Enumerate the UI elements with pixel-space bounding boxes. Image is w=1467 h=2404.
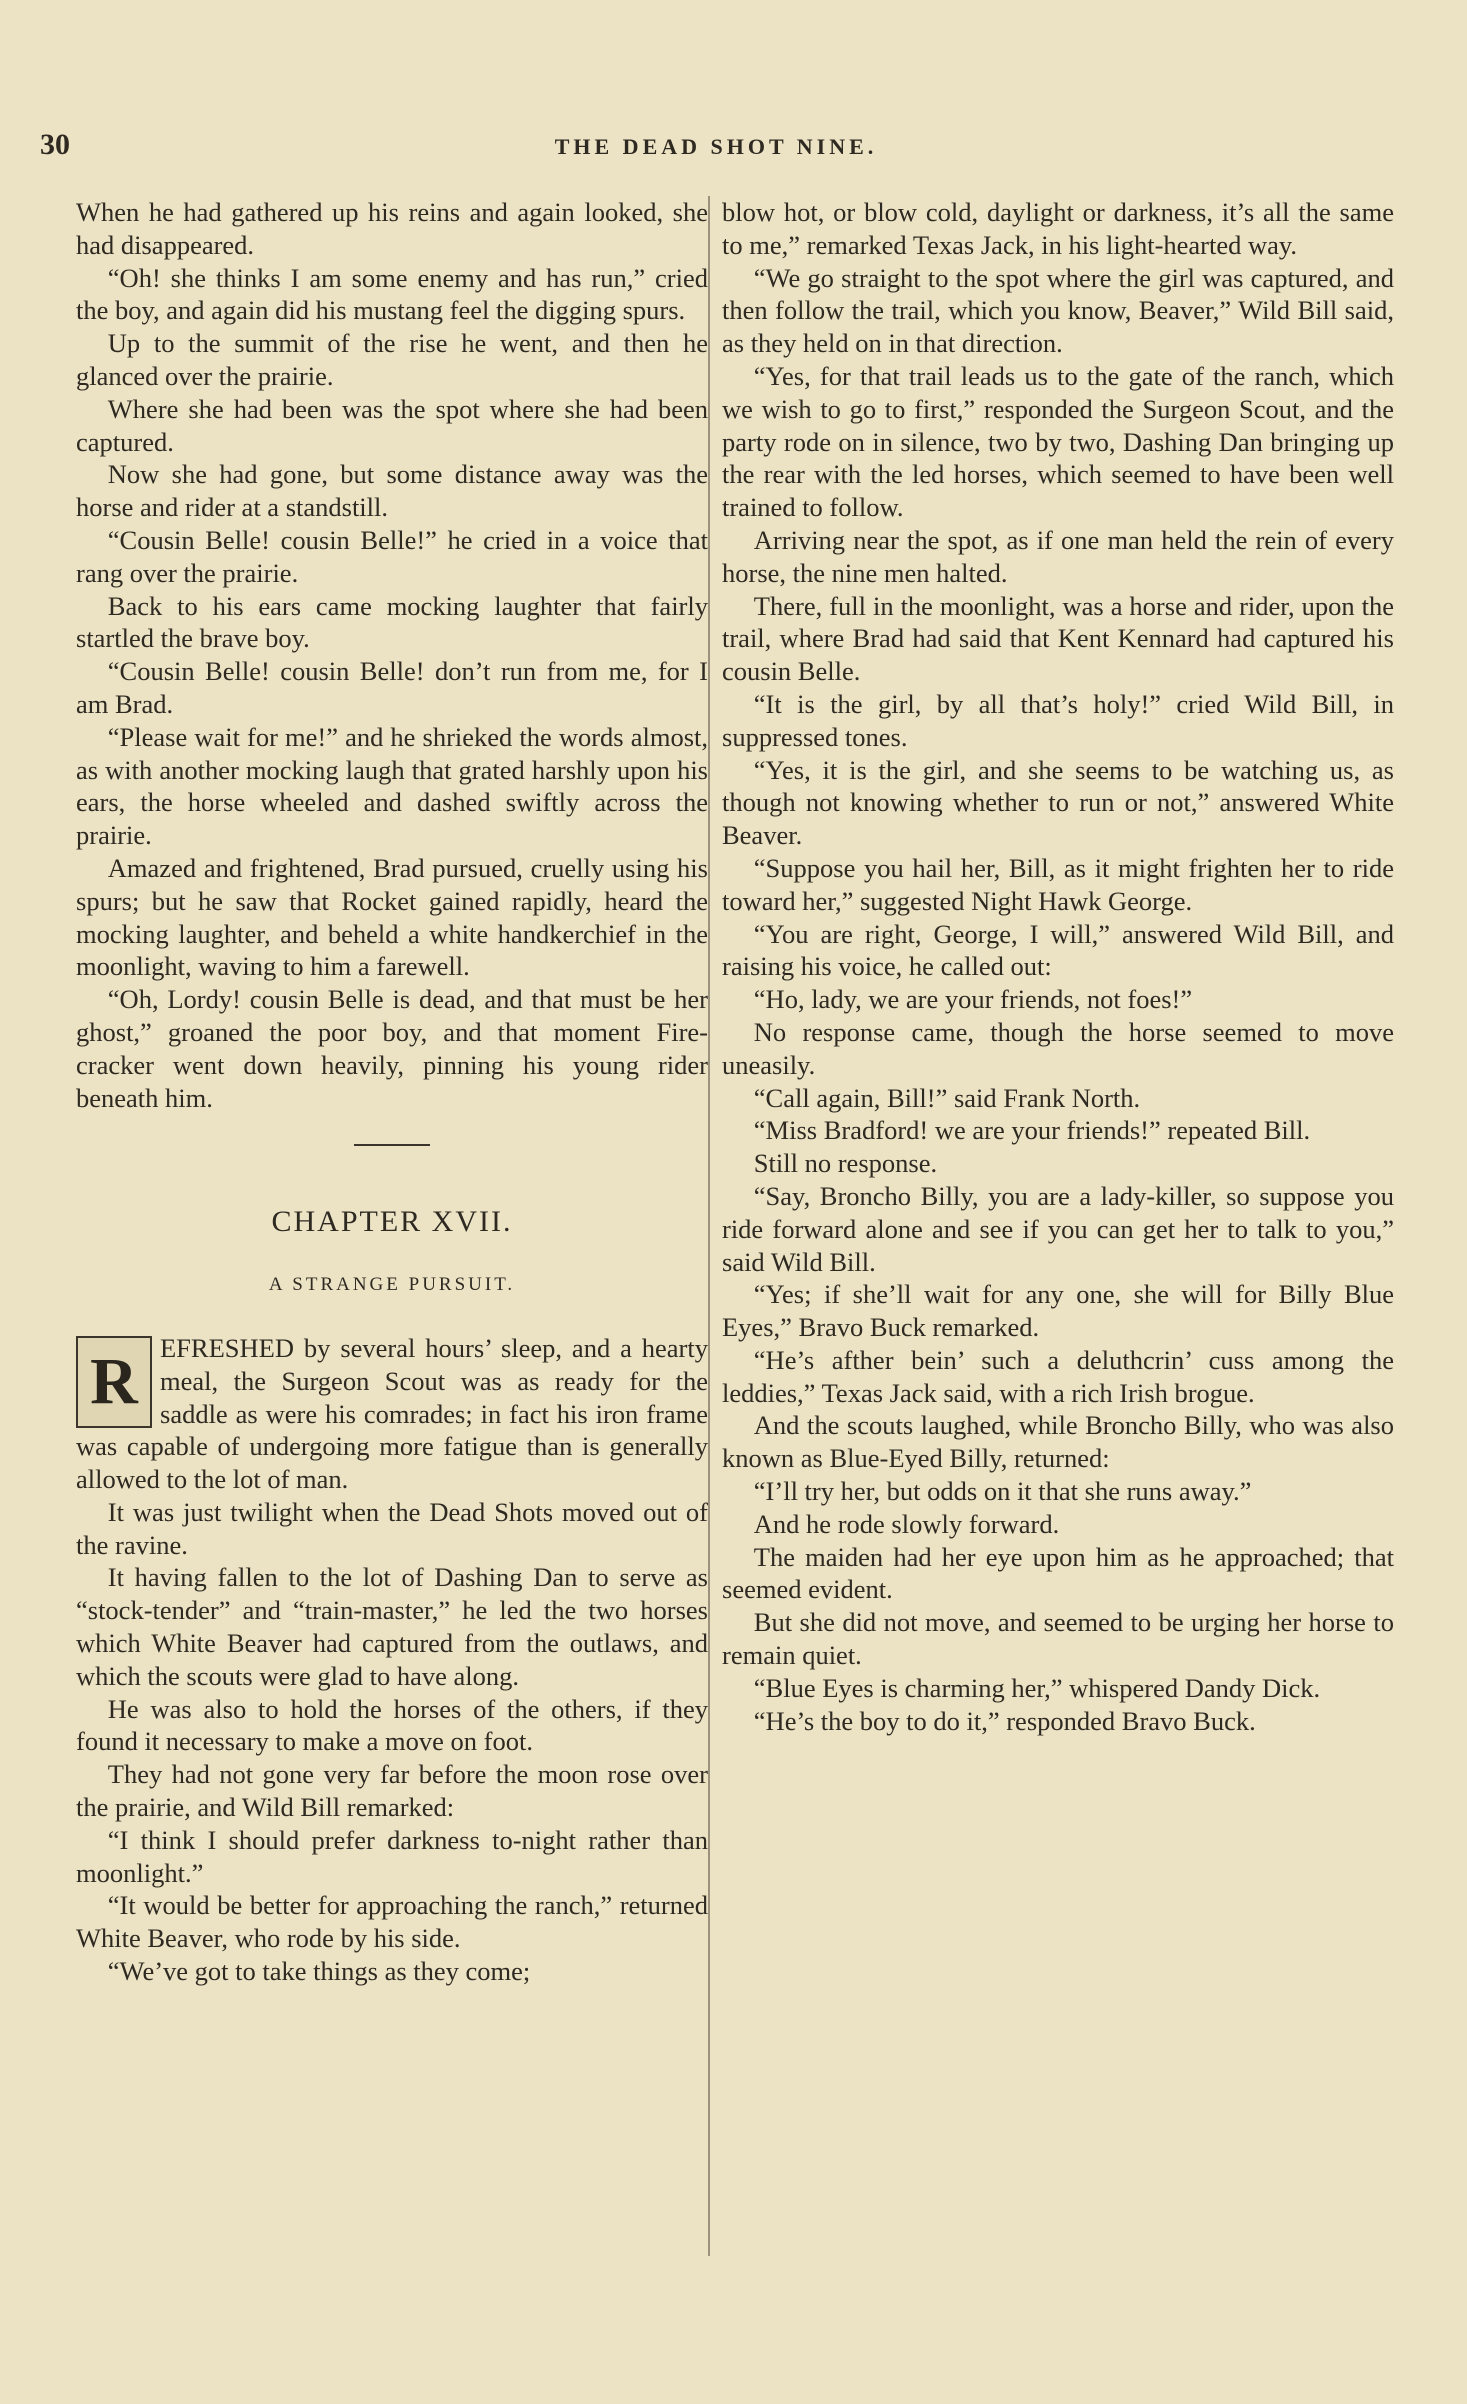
paragraph: And he rode slowly forward. <box>753 1508 1060 1539</box>
paragraph: “Call again, Bill!” said Frank North. <box>753 1082 1141 1113</box>
paragraph: “Cousin Belle! cousin Belle!” he cried in a voice that rang over the prairie. <box>76 524 708 588</box>
paragraph: “Please wait for me!” and he shrieked the words almost, as with another mocking laugh that grated harshly upon his ears, the horse wheeled and dashed swiftly across the prairie. <box>76 721 708 851</box>
paragraph: “Yes, it is the girl, and she seems to be watching us, as though not knowing whether to run or not,” answered White Beaver. <box>722 754 1394 851</box>
paragraph: When he had gathered up his reins and again looked, she had disappeared. <box>76 197 708 260</box>
paragraph: “Ho, lady, we are your friends, not foes!” <box>753 984 1193 1015</box>
drop-cap-word: EFRESHED <box>160 1332 294 1363</box>
paragraph: “It is the girl, by all that’s holy!” cried Wild Bill, in suppressed tones. <box>722 688 1394 752</box>
paragraph: Now she had gone, but some distance away was the horse and rider at a standstill. <box>76 459 708 523</box>
paragraph: “Say, Broncho Billy, you are a lady-killer, so suppose you ride forward alone and see if you can get her to talk to you,” said Wild Bill. <box>722 1180 1394 1277</box>
paragraph: But she did not move, and seemed to be urging her horse to remain quiet. <box>722 1607 1394 1671</box>
paragraph: “I’ll try her, but odds on it that she runs away.” <box>753 1476 1252 1507</box>
paragraph: “Yes, for that trail leads us to the gate of the ranch, which we wish to go to first,” responded the Surgeon Scout, and the party rode on in silence, two by two, Dashing Dan bringing up the rear with the led horses, which seemed to have been well trained to follow. <box>722 360 1394 523</box>
page-header <box>36 128 1396 168</box>
paragraph: “Oh! she thinks I am some enemy and has run,” cried the boy, and again did his mustang feel the digging spurs. <box>76 262 708 326</box>
chapter-subtitle: A STRANGE PURSUIT. <box>268 1274 516 1296</box>
paragraph: Up to the summit of the rise he went, and then he glanced over the prairie. <box>76 328 708 391</box>
paragraph: They had not gone very far before the moon rose over the prairie, and Wild Bill remarked: <box>76 1759 708 1823</box>
continued-paragraph: blow hot, or blow cold, daylight or darkness, it’s all the same to me,” remarked Texas Jack, in his light-hearted way. <box>722 197 1394 260</box>
paragraph: “Yes; if she’ll wait for any one, she will for Billy Blue Eyes,” Bravo Buck remarked. <box>722 1279 1394 1343</box>
paragraph: “You are right, George, I will,” answered Wild Bill, and raising his voice, he called out: <box>722 918 1394 982</box>
drop-cap-text: by several hours’ sleep, and a hearty meal, the Surgeon Scout was as ready for the saddle as were his comrades; in fact his iron frame was capable of undergoing more fatigue than is generally allowed to the lot of man. <box>76 1332 708 1495</box>
paragraph: “He’s afther bein’ such a deluthcrin’ cuss among the leddies,” Texas Jack said, with a rich Irish brogue. <box>722 1344 1394 1408</box>
paragraph: “I think I should prefer darkness to-night rather than moonlight.” <box>76 1824 708 1888</box>
paragraph: And the scouts laughed, while Broncho Billy, who was also known as Blue-Eyed Billy, returned: <box>722 1410 1394 1474</box>
paragraph: He was also to hold the horses of the others, if they found it necessary to make a move on foot. <box>76 1693 708 1757</box>
paragraph: “Cousin Belle! cousin Belle! don’t run from me, for I am Brad. <box>76 656 708 719</box>
paragraph: The maiden had her eye upon him as he approached; that seemed evident. <box>722 1541 1394 1605</box>
paragraph: There, full in the moonlight, was a horse and rider, upon the trail, where Brad had said that Kent Kennard had captured his cousin Belle. <box>722 590 1394 687</box>
dropcap-paragraph <box>76 1332 708 1496</box>
paragraph: “He’s the boy to do it,” responded Bravo Buck. <box>753 1705 1256 1736</box>
chapter-title: CHAPTER XVII. <box>271 1205 513 1239</box>
paragraph: Amazed and frightened, Brad pursued, cruelly using his spurs; but he saw that Rocket gained rapidly, heard the mocking laughter, and beheld a white handkerchief in the moonlight, waving to him a farewell. <box>76 852 708 982</box>
paragraph: “Suppose you hail her, Bill, as it might frighten her to ride toward her,” suggested Night Hawk George. <box>722 852 1394 916</box>
paragraph: “We’ve got to take things as they come; <box>107 1956 531 1987</box>
paragraph: “Blue Eyes is charming her,” whispered Dandy Dick. <box>753 1672 1321 1703</box>
paragraph: “We go straight to the spot where the girl was captured, and then follow the trail, which you know, Beaver,” Wild Bill said, as they held on in that direction. <box>722 262 1394 359</box>
paragraph: “It would be better for approaching the ranch,” returned White Beaver, who rode by his side. <box>76 1890 708 1954</box>
right-column <box>722 196 1394 1737</box>
column-divider <box>708 196 710 2256</box>
paragraph: “Miss Bradford! we are your friends!” repeated Bill. <box>753 1115 1311 1146</box>
paragraph: Where she had been was the spot where she had been captured. <box>76 393 708 457</box>
section-divider <box>354 1144 430 1146</box>
paragraph: Arriving near the spot, as if one man held the rein of every horse, the nine men halted. <box>722 524 1394 588</box>
left-column <box>76 196 708 1988</box>
paragraph: “Oh, Lordy! cousin Belle is dead, and that must be her ghost,” groaned the poor boy, and that moment Fire-cracker went down heavily, pinning his young rider beneath him. <box>76 984 708 1113</box>
paragraph: Back to his ears came mocking laughter that fairly startled the brave boy. <box>76 590 708 654</box>
paragraph: It having fallen to the lot of Dashing Dan to serve as “stock-tender” and “train-master,” he led the two horses which White Beaver had captured from the outlaws, and which the scouts were glad to have along. <box>76 1562 708 1691</box>
paragraph: It was just twilight when the Dead Shots moved out of the ravine. <box>76 1496 708 1560</box>
drop-cap-letter: R <box>76 1336 152 1428</box>
page-number: 30 <box>40 128 70 161</box>
paragraph: Still no response. <box>753 1148 938 1179</box>
paragraph: No response came, though the horse seemed to move uneasily. <box>722 1016 1394 1080</box>
running-title: THE DEAD SHOT NINE. <box>554 134 878 159</box>
